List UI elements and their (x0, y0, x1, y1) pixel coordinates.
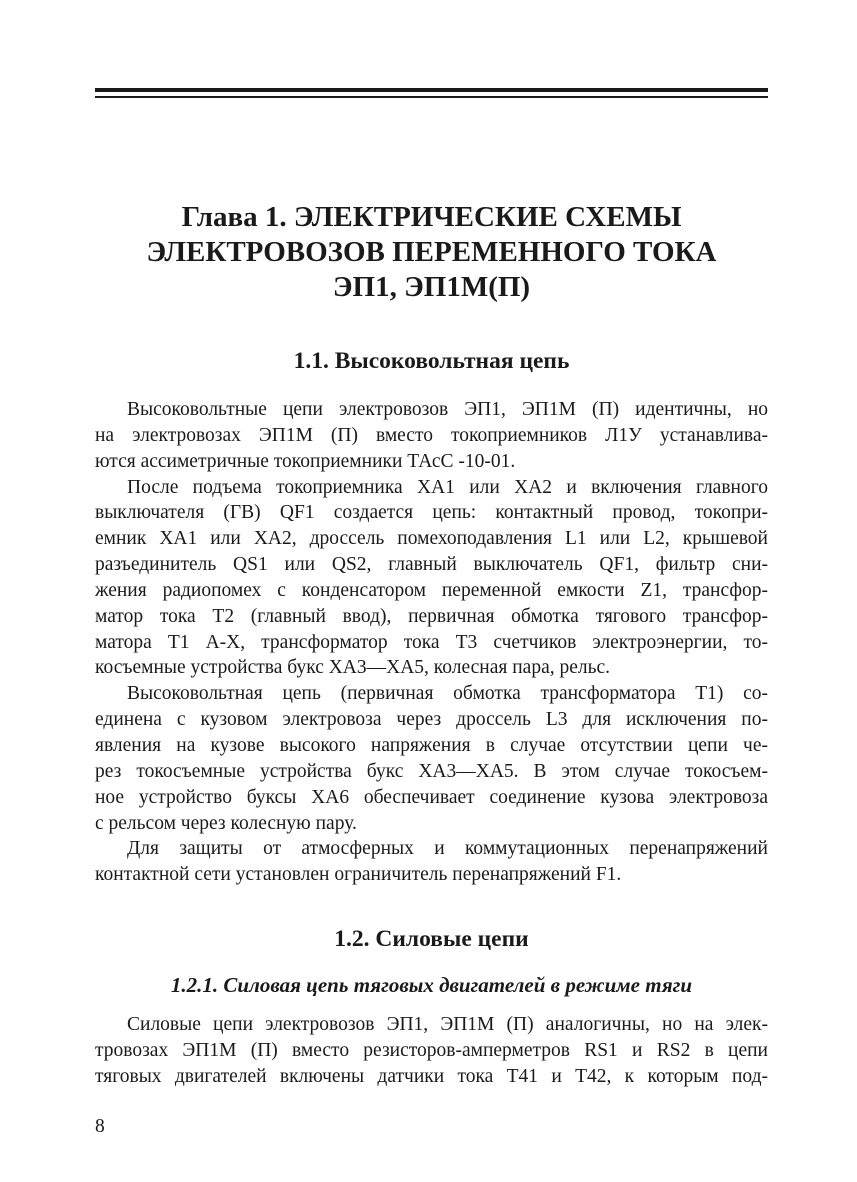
text-line: Для защиты от атмосферных и коммутационных перенапряжений (127, 838, 768, 860)
section-title-1-2: 1.2. Силовые цепи (334, 926, 529, 952)
text-line: рез токосъемные устройства букс ХА3—ХА5. В этом случае токосъем- (95, 760, 768, 782)
subsection-1-2-1-body (95, 1012, 768, 1090)
text-line: Силовые цепи электровозов ЭП1, ЭП1М (П) аналогичны, но на элек- (127, 1014, 768, 1035)
text-line: ются ассиметричные токоприемники ТАсС -10-01. (95, 450, 516, 472)
text-line: разъединитель QS1 или QS2, главный выключатель QF1, фильтр сни- (95, 554, 768, 576)
text-line: Высоковольтная цепь (первичная обмотка трансформатора Т1) со- (127, 683, 768, 705)
text-line: матора Т1 А-Х, трансформатор тока Т3 счетчиков электроэнергии, то- (95, 631, 768, 653)
text-line: косъемные устройства букс ХА3—ХА5, колесная пара, рельс. (95, 657, 611, 679)
text-line: тровозах ЭП1М (П) вместо резисторов-амперметров RS1 и RS2 в цепи (95, 1039, 768, 1061)
chapter-title-line: Глава 1. ЭЛЕКТРИЧЕСКИЕ СХЕМЫ (181, 201, 682, 233)
subsection-title-1-2-1: 1.2.1. Силовая цепь тяговых двигателей в режиме тяги (170, 973, 693, 997)
chapter-title-line: ЭЛЕКТРОВОЗОВ ПЕРЕМЕННОГО ТОКА (146, 236, 717, 268)
text-line: Высоковольтные цепи электровозов ЭП1, ЭП1М (П) идентичны, но (127, 399, 768, 420)
text-line: на электровозах ЭП1М (П) вместо токоприемников Л1У устанавлива- (95, 424, 768, 446)
chapter-title (95, 200, 768, 305)
header-rule-thin (95, 96, 768, 98)
text-line: После подъема токоприемника ХА1 или ХА2 и включения главного (127, 476, 768, 498)
header-rule-thick (95, 88, 768, 92)
text-line: матор тока Т2 (главный ввод), первичная обмотка тягового трансфор- (95, 605, 768, 627)
text-line: с рельсом через колесную пару. (95, 812, 357, 834)
text-line: контактной сети установлен ограничитель перенапряжений F1. (95, 864, 622, 886)
text-line: емник ХА1 или ХА2, дроссель помехоподавления L1 или L2, крышевой (95, 528, 768, 550)
text-line: единена с кузовом электровоза через дроссель L3 для исключения по- (95, 709, 768, 731)
page-number: 8 (95, 1116, 105, 1137)
text-line: ное устройство буксы ХА6 обеспечивает соединение кузова электровоза (95, 786, 768, 808)
section-title-1-1: 1.1. Высоковольтная цепь (293, 348, 570, 374)
chapter-title-line: ЭП1, ЭП1М(П) (332, 271, 531, 303)
text-line: явления на кузове высокого напряжения в случае отсутствии цепи че- (95, 734, 768, 756)
text-line: тяговых двигателей включены датчики тока Т41 и Т42, к которым под- (95, 1065, 768, 1087)
text-line: жения радиопомех с конденсатором переменной емкости Z1, трансфор- (95, 579, 768, 601)
section-1-1-body (95, 397, 768, 888)
text-line: выключателя (ГВ) QF1 создается цепь: контактный провод, токопри- (95, 502, 768, 524)
